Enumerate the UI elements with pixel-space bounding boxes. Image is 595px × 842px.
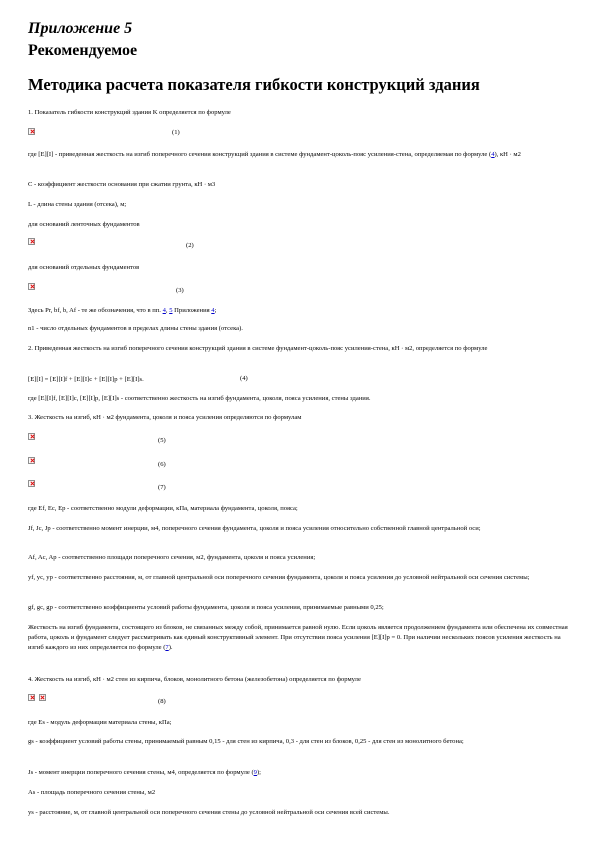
recommended-heading: Рекомендуемое	[28, 42, 138, 59]
paragraph-7-mid: Приложения	[172, 307, 212, 314]
broken-image-icon	[28, 694, 35, 701]
paragraph-21	[28, 768, 573, 778]
equation-number-8: (8)	[158, 698, 166, 705]
formula-link-9[interactable]: 9	[253, 769, 257, 776]
paragraph-22: As - площадь поперечного сечения стены, м2	[28, 789, 156, 796]
paragraph-7-sep: ,	[165, 307, 170, 314]
paragraph-21-text: Js - момент инерции поперечного сечения стены, м4, определяется по формуле (	[28, 769, 254, 776]
paragraph-18: 4. Жесткость на изгиб, кН · м2 стен из кирпича, блоков, монолитного бетона (железобетона) определяется по формуле	[28, 676, 361, 683]
broken-image-icon	[28, 283, 35, 290]
formula-link-4[interactable]: 4	[491, 151, 495, 158]
paragraph-8: n1 - число отдельных фундаментов в пределах длины стены здания (отсека).	[28, 325, 243, 332]
paragraph-16: gf, gc, gp - соответственно коэффициенты условий работы фундамента, цоколя и пояса усиления, принимаемые равными 0,25;	[28, 604, 384, 611]
paragraph-20: gs - коэффициент условий работы стены, принимаемый равным 0,15 - для стен из кирпича, 0,3 - для стен из блоков, 0,25 - для стен из монолитного бетона;	[28, 738, 464, 745]
equation-number-6: (6)	[158, 461, 166, 468]
paragraph-17-text: Жесткость на изгиб фундамента, состоящего из блоков, не связанных между собой, принимается равной нулю. Если цоколь является продолжением фундамента или обеспечена их совместная работа, цоколь и фундамент следует рассматривать как единый конструктивный элемент. При отсутствии пояса усиления [E][I]p = 0. При наличии нескольких поясов усиления жесткость на изгиб каждого из них определяется по формуле (	[28, 624, 568, 651]
broken-image-icon	[28, 457, 35, 464]
equation-number-7: (7)	[158, 484, 166, 491]
equation-2-row	[28, 238, 35, 250]
equation-number-3: (3)	[176, 287, 184, 294]
paragraph-10: где [E][I]f, [E][I]c, [E][I]p, [E][I]s - соответственно жесткость на изгиб фундамента, цоколя, пояса усиления, стены здания.	[28, 395, 371, 402]
paragraph-15: yf, yc, yp - соответственно расстояния, м, от главной центральной оси поперечного сечения фундамента, цоколя и пояса усиления до условной нейтральной оси сечения системы;	[28, 574, 530, 581]
paragraph-19: где Es - модуль деформации материала стены, кПа;	[28, 719, 172, 726]
equation-4-formula: [E][I] = [E][I]f + [E][I]c + [E][I]p + [E][I]s.	[28, 376, 144, 383]
equation-7-row	[28, 480, 35, 492]
paragraph-21-tail: );	[256, 769, 261, 776]
equation-1-row	[28, 128, 35, 140]
paragraph-7-end: ;	[214, 307, 217, 314]
paragraph-1: 1. Показатель гибкости конструкций здания K определяется по формуле	[28, 109, 231, 116]
paragraph-17-tail: ).	[168, 644, 173, 651]
paragraph-7	[28, 306, 573, 316]
paragraph-11: 3. Жесткость на изгиб, кН · м2 фундамента, цоколя и пояса усиления определяются по формулам	[28, 414, 302, 421]
appendix-heading: Приложение 5	[28, 20, 133, 37]
equation-3-row	[28, 283, 35, 295]
equation-number-5: (5)	[158, 437, 166, 444]
paragraph-7-text: Здесь Pr, bf, b, Af - те же обозначения, что в пп.	[28, 307, 163, 314]
equation-number-4: (4)	[240, 375, 248, 382]
equation-8-row	[28, 694, 46, 706]
broken-image-icon	[28, 433, 35, 440]
equation-number-1: (1)	[172, 129, 180, 136]
item-link-5[interactable]: 5	[169, 307, 173, 314]
paragraph-14: Af, Ac, Ap - соответственно площади поперечного сечения, м2, фундамента, цоколя и пояса усиления;	[28, 554, 316, 561]
paragraph-17	[28, 623, 573, 653]
formula-link-7[interactable]: 7	[165, 644, 169, 651]
equation-5-row	[28, 433, 35, 445]
paragraph-4: L - длина стены здания (отсека), м;	[28, 201, 127, 208]
paragraph-2	[28, 150, 573, 160]
paragraph-3: C - коэффициент жесткости основания при сжатии грунта, кН · м3	[28, 181, 216, 188]
broken-image-icon	[39, 694, 46, 701]
broken-image-icon	[28, 128, 35, 135]
paragraph-2-text: где [E][I] - приведенная жесткость на изгиб поперечного сечения конструкций здания в системе фундамент-цоколь-пояс усиления-стена, определяемая по формуле (	[28, 151, 492, 158]
paragraph-13: Jf, Jc, Jp - соответственно момент инерции, м4, поперечного сечения фундамента, цоколя и пояса усиления относительно собственной главной центральной оси;	[28, 525, 481, 532]
paragraph-12: где Ef, Ec, Ep - соответственно модули деформации, кПа, материала фундамента, цоколя, пояса;	[28, 505, 298, 512]
page-title: Методика расчета показателя гибкости конструкций здания	[28, 75, 480, 94]
equation-number-2: (2)	[186, 242, 194, 249]
broken-image-icon	[28, 480, 35, 487]
broken-image-icon	[28, 238, 35, 245]
paragraph-2-tail: ), кН · м2	[494, 151, 521, 158]
item-link-4[interactable]: 4	[162, 307, 166, 314]
paragraph-5: для оснований ленточных фундаментов	[28, 221, 140, 228]
equation-6-row	[28, 457, 35, 469]
paragraph-23: ys - расстояние, м, от главной центральной оси поперечного сечения стены до условной нейтральной оси сечения всей системы.	[28, 809, 390, 816]
appendix-link-4[interactable]: 4	[211, 307, 215, 314]
paragraph-9: 2. Приведенная жесткость на изгиб поперечного сечения конструкций здания в системе фундамент-цоколь-пояс усиления-стена, кН · м2, определяется по формуле	[28, 345, 488, 352]
paragraph-6: для оснований отдельных фундаментов	[28, 264, 140, 271]
